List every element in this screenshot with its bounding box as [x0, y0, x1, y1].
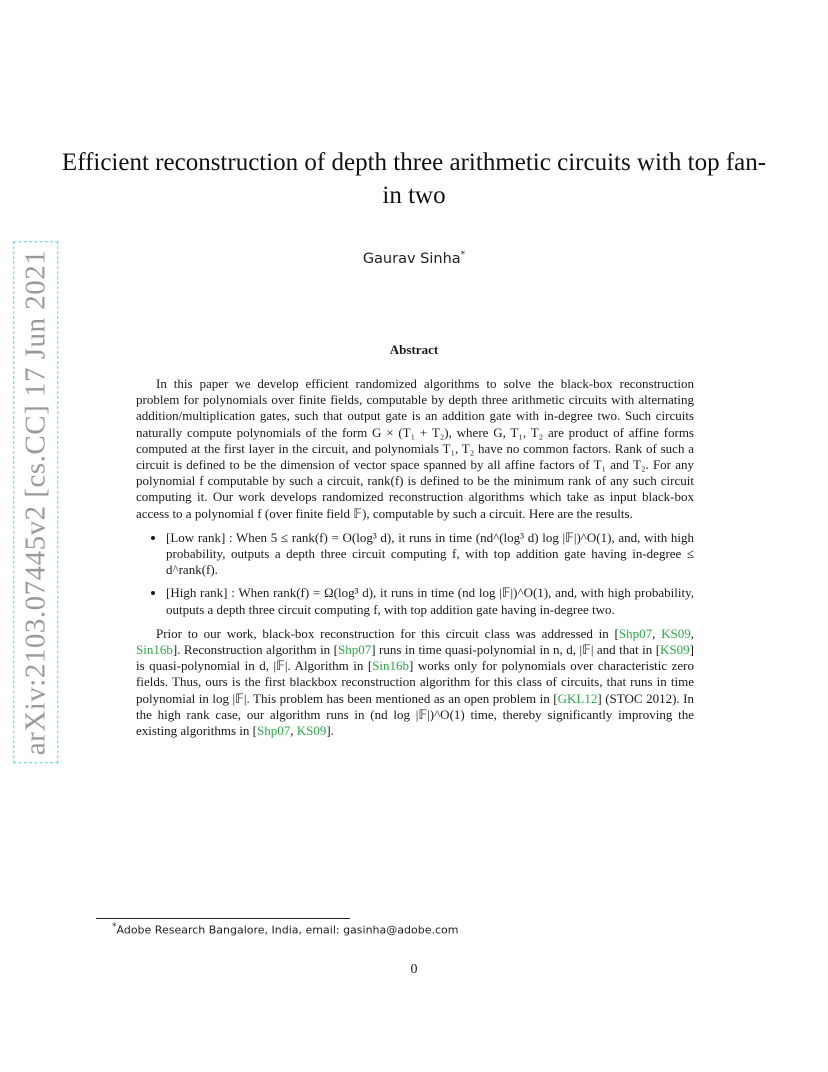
- text: ] is quasi-polynomial in d, |𝔽|. Algorithm in [: [136, 642, 694, 674]
- footnote-mark: *: [112, 922, 117, 932]
- arxiv-id: arXiv:2103.07445v2 [cs.CC] 17 Jun 2021: [19, 249, 52, 755]
- text: ,: [652, 625, 662, 641]
- citation-link[interactable]: Shp07: [256, 723, 291, 739]
- citation-link[interactable]: GKL12: [557, 690, 598, 706]
- citation-link[interactable]: Sin16b: [372, 658, 410, 674]
- text: ].: [326, 723, 334, 739]
- text: ]. Reconstruction algorithm in [: [172, 642, 338, 658]
- abstract-heading: Abstract: [389, 342, 439, 357]
- abstract-paragraph-1: In this paper we develop efficient randomized algorithms to solve the black-box reconstruction problem for polynomials over finite fields, computable by depth three arithmetic circuits with alternating addition/multiplication gates, such that output gate is an addition gate with in-degree two. Such circuits naturally compute polynomials of the form G × (T₁ + T₂), where G, T₁, T₂ are product of affine forms computed at the first layer in the circuit, and polynomials T₁, T₂ have no common factors. Rank of such a circuit is defined to be the dimension of vector space spanned by all affine factors of T₁ and T₂. For any polynomial f computable by such a circuit, rank(f) is defined to be the minimum rank of any such circuit computing it. Our work develops randomized reconstruction algorithms which take as input black-box access to a polynomial f (over finite field 𝔽), computable by such a circuit. Here are the results.: [136, 376, 694, 521]
- text: ] runs in time quasi-polynomial in n, d, |𝔽| and that in [: [371, 642, 661, 658]
- paper-title: Efficient reconstruction of depth three arithmetic circuits with top fan-in two: [61, 149, 767, 209]
- author-footnote-mark: *: [460, 250, 466, 260]
- results-list: [136, 530, 694, 618]
- citation-link[interactable]: Shp07: [618, 625, 653, 641]
- text: ] (STOC 2012). In the high rank case, our algorithm runs in (nd log |𝔽|)^O(1) time, thereby significantly improving the existing algorithms in [: [136, 690, 695, 739]
- text: ] works only for polynomials over characteristic zero fields. Thus, ours is the first blackbox reconstruction algorithm for this class of circuits, that runs in time polynomial in log |𝔽|. This problem has been mentioned as an open problem in [: [136, 658, 694, 706]
- abstract-paragraph-2: [136, 626, 694, 739]
- citation-link[interactable]: Sin16b: [136, 642, 173, 658]
- footnote-text: Adobe Research Bangalore, India, email: gasinha@adobe.com: [116, 923, 459, 937]
- abstract-body: [136, 376, 694, 739]
- result-low-rank: • [Low rank] : When 5 ≤ rank(f) = O(log³ d), it runs in time (nd^(log³ d) log |𝔽|)^O(1), and, with high probability, outputs a depth three circuit computing f, with top addition gate having in-degree ≤ d^rank(f).: [166, 530, 694, 579]
- footnote-divider: [96, 918, 350, 919]
- citation-link[interactable]: Shp07: [337, 642, 372, 658]
- text: ,: [690, 625, 695, 641]
- citation-link[interactable]: KS09: [661, 625, 691, 641]
- citation-link[interactable]: KS09: [296, 723, 327, 739]
- page-number: 0: [410, 962, 418, 977]
- text: ,: [290, 723, 297, 739]
- arxiv-watermark: [14, 249, 58, 755]
- text: Prior to our work, black-box reconstruction for this circuit class was addressed in [: [156, 625, 619, 641]
- author: [0, 250, 828, 267]
- footnote: [112, 922, 458, 937]
- result-high-rank: • [High rank] : When rank(f) = Ω(log³ d), it runs in time (nd log |𝔽|)^O(1), and, with high probability, outputs a depth three circuit computing f, with top addition gate having in-degree two.: [166, 585, 694, 617]
- author-name: Gaurav Sinha: [362, 250, 461, 267]
- citation-link[interactable]: KS09: [660, 642, 690, 658]
